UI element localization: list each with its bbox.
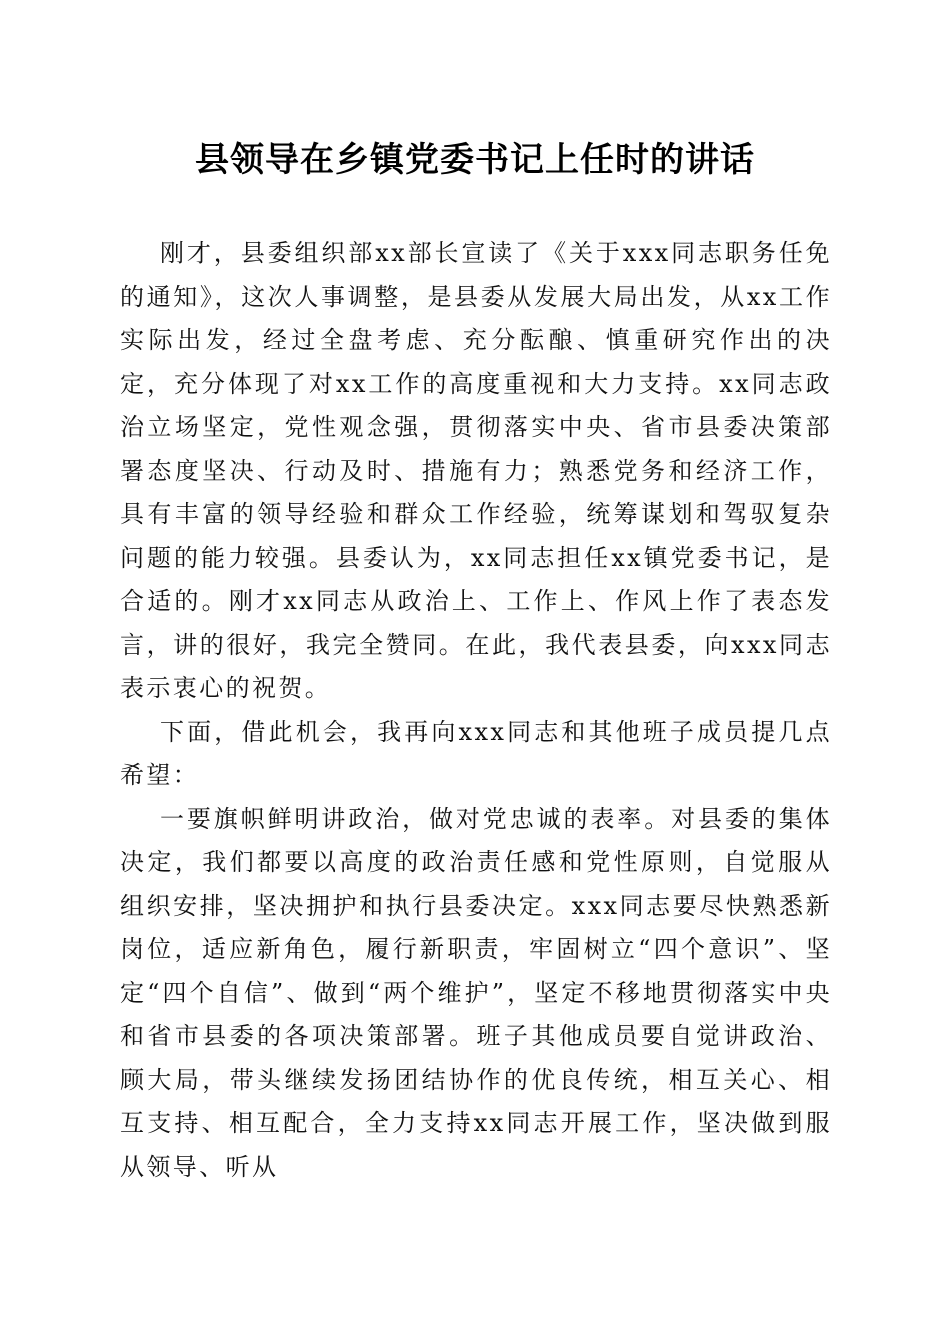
paragraph-3: 一要旗帜鲜明讲政治，做对党忠诚的表率。对县委的集体决定，我们都要以高度的政治责任感和党性原则，自觉服从组织安排，坚决拥护和执行县委决定。xxx同志要尽快熟悉新岗位，适应新角色，履行新职责，牢固树立“四个意识”、坚定“四个自信”、做到“两个维护”，坚定不移地贯彻落实中央和省市县委的各项决策部署。班子其他成员要自觉讲政治、顾大局，带头继续发扬团结协作的优良传统，相互关心、相互支持、相互配合，全力支持xx同志开展工作，坚决做到服从领导、听从 xyxy=(120,804,832,1181)
document-body xyxy=(120,232,832,1189)
document-title: 县领导在乡镇党委书记上任时的讲话 xyxy=(195,140,755,180)
paragraph-2: 下面，借此机会，我再向xxx同志和其他班子成员提几点希望： xyxy=(120,717,832,789)
paragraph-1: 刚才，县委组织部xx部长宣读了《关于xxx同志职务任免的通知》，这次人事调整，是县委从发展大局出发，从xx工作实际出发，经过全盘考虑、充分酝酿、慎重研究作出的决定，充分体现了对xx工作的高度重视和大力支持。xx同志政治立场坚定，党性观念强，贯彻落实中央、省市县委决策部署态度坚决、行动及时、措施有力；熟悉党务和经济工作，具有丰富的领导经验和群众工作经验，统筹谋划和驾驭复杂问题的能力较强。县委认为，xx同志担任xx镇党委书记，是合适的。刚才xx同志从政治上、工作上、作风上作了表态发言，讲的很好，我完全赞同。在此，我代表县委，向xxx同志表示衷心的祝贺。 xyxy=(120,239,832,702)
